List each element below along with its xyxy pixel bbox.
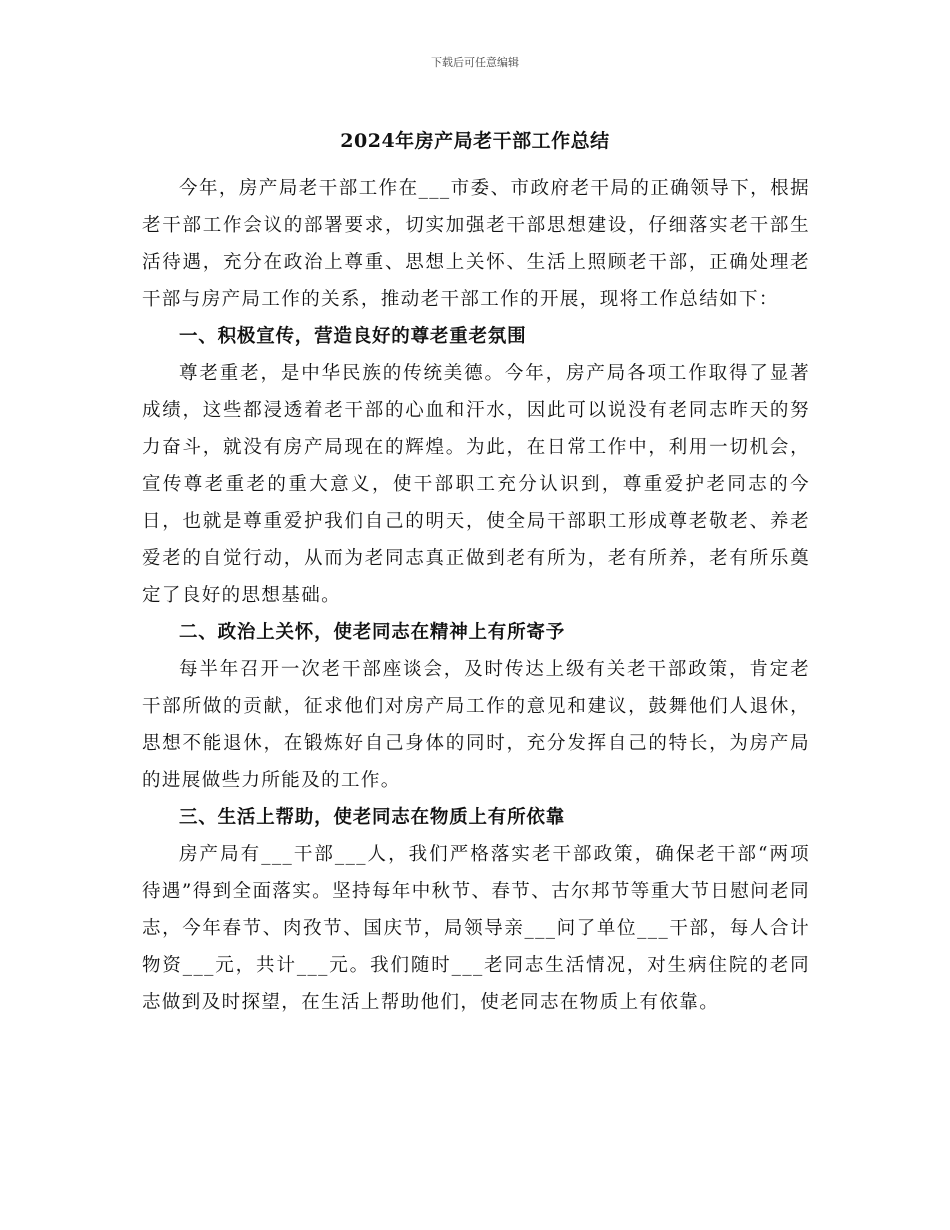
document-title: 2024年房产局老干部工作总结 xyxy=(340,130,610,152)
section-2-heading: 二、政治上关怀，使老同志在精神上有所寄予 xyxy=(179,622,566,643)
section-3-heading: 三、生活上帮助，使老同志在物质上有所依靠 xyxy=(179,807,566,828)
intro-paragraph: 今年，房产局老干部工作在___市委、市政府老干局的正确领导下，根据老干部工作会议的部署要求，切实加强老干部思想建设，仔细落实老干部生活待遇，充分在政治上尊重、思想上关怀、生活上照顾老干部，正确处理老干部与房产局工作的关系，推动老干部工作的开展，现将工作总结如下： xyxy=(142,178,810,310)
section-2-paragraph: 每半年召开一次老干部座谈会，及时传达上级有关老干部政策，肯定老干部所做的贡献，征求他们对房产局工作的意见和建议，鼓舞他们人退休，思想不能退休，在锻炼好自己身体的同时，充分发挥自己的特长，为房产局的进展做些力所能及的工作。 xyxy=(142,659,810,791)
page-header-note: 下载后可任意编辑 xyxy=(431,56,519,69)
document-body xyxy=(142,170,810,1021)
section-3-paragraph: 房产局有___干部___人，我们严格落实老干部政策，确保老干部“两项待遇”得到全面落实。坚持每年中秋节、春节、古尔邦节等重大节日慰问老同志，今年春节、肉孜节、国庆节，局领导亲___问了单位___干部，每人合计物资___元，共计___元。我们随时___老同志生活情况，对生病住院的老同志做到及时探望，在生活上帮助他们，使老同志在物质上有依靠。 xyxy=(142,844,810,1013)
section-1-heading: 一、积极宣传，营造良好的尊老重老氛围 xyxy=(179,326,527,347)
section-1-paragraph: 尊老重老，是中华民族的传统美德。今年，房产局各项工作取得了显著成绩，这些都浸透着老干部的心血和汗水，因此可以说没有老同志昨天的努力奋斗，就没有房产局现在的辉煌。为此，在日常工作中，利用一切机会，宣传尊老重老的重大意义，使干部职工充分认识到，尊重爱护老同志的今日，也就是尊重爱护我们自己的明天，使全局干部职工形成尊老敬老、养老爱老的自觉行动，从而为老同志真正做到老有所为，老有所养，老有所乐奠定了良好的思想基础。 xyxy=(142,363,810,606)
